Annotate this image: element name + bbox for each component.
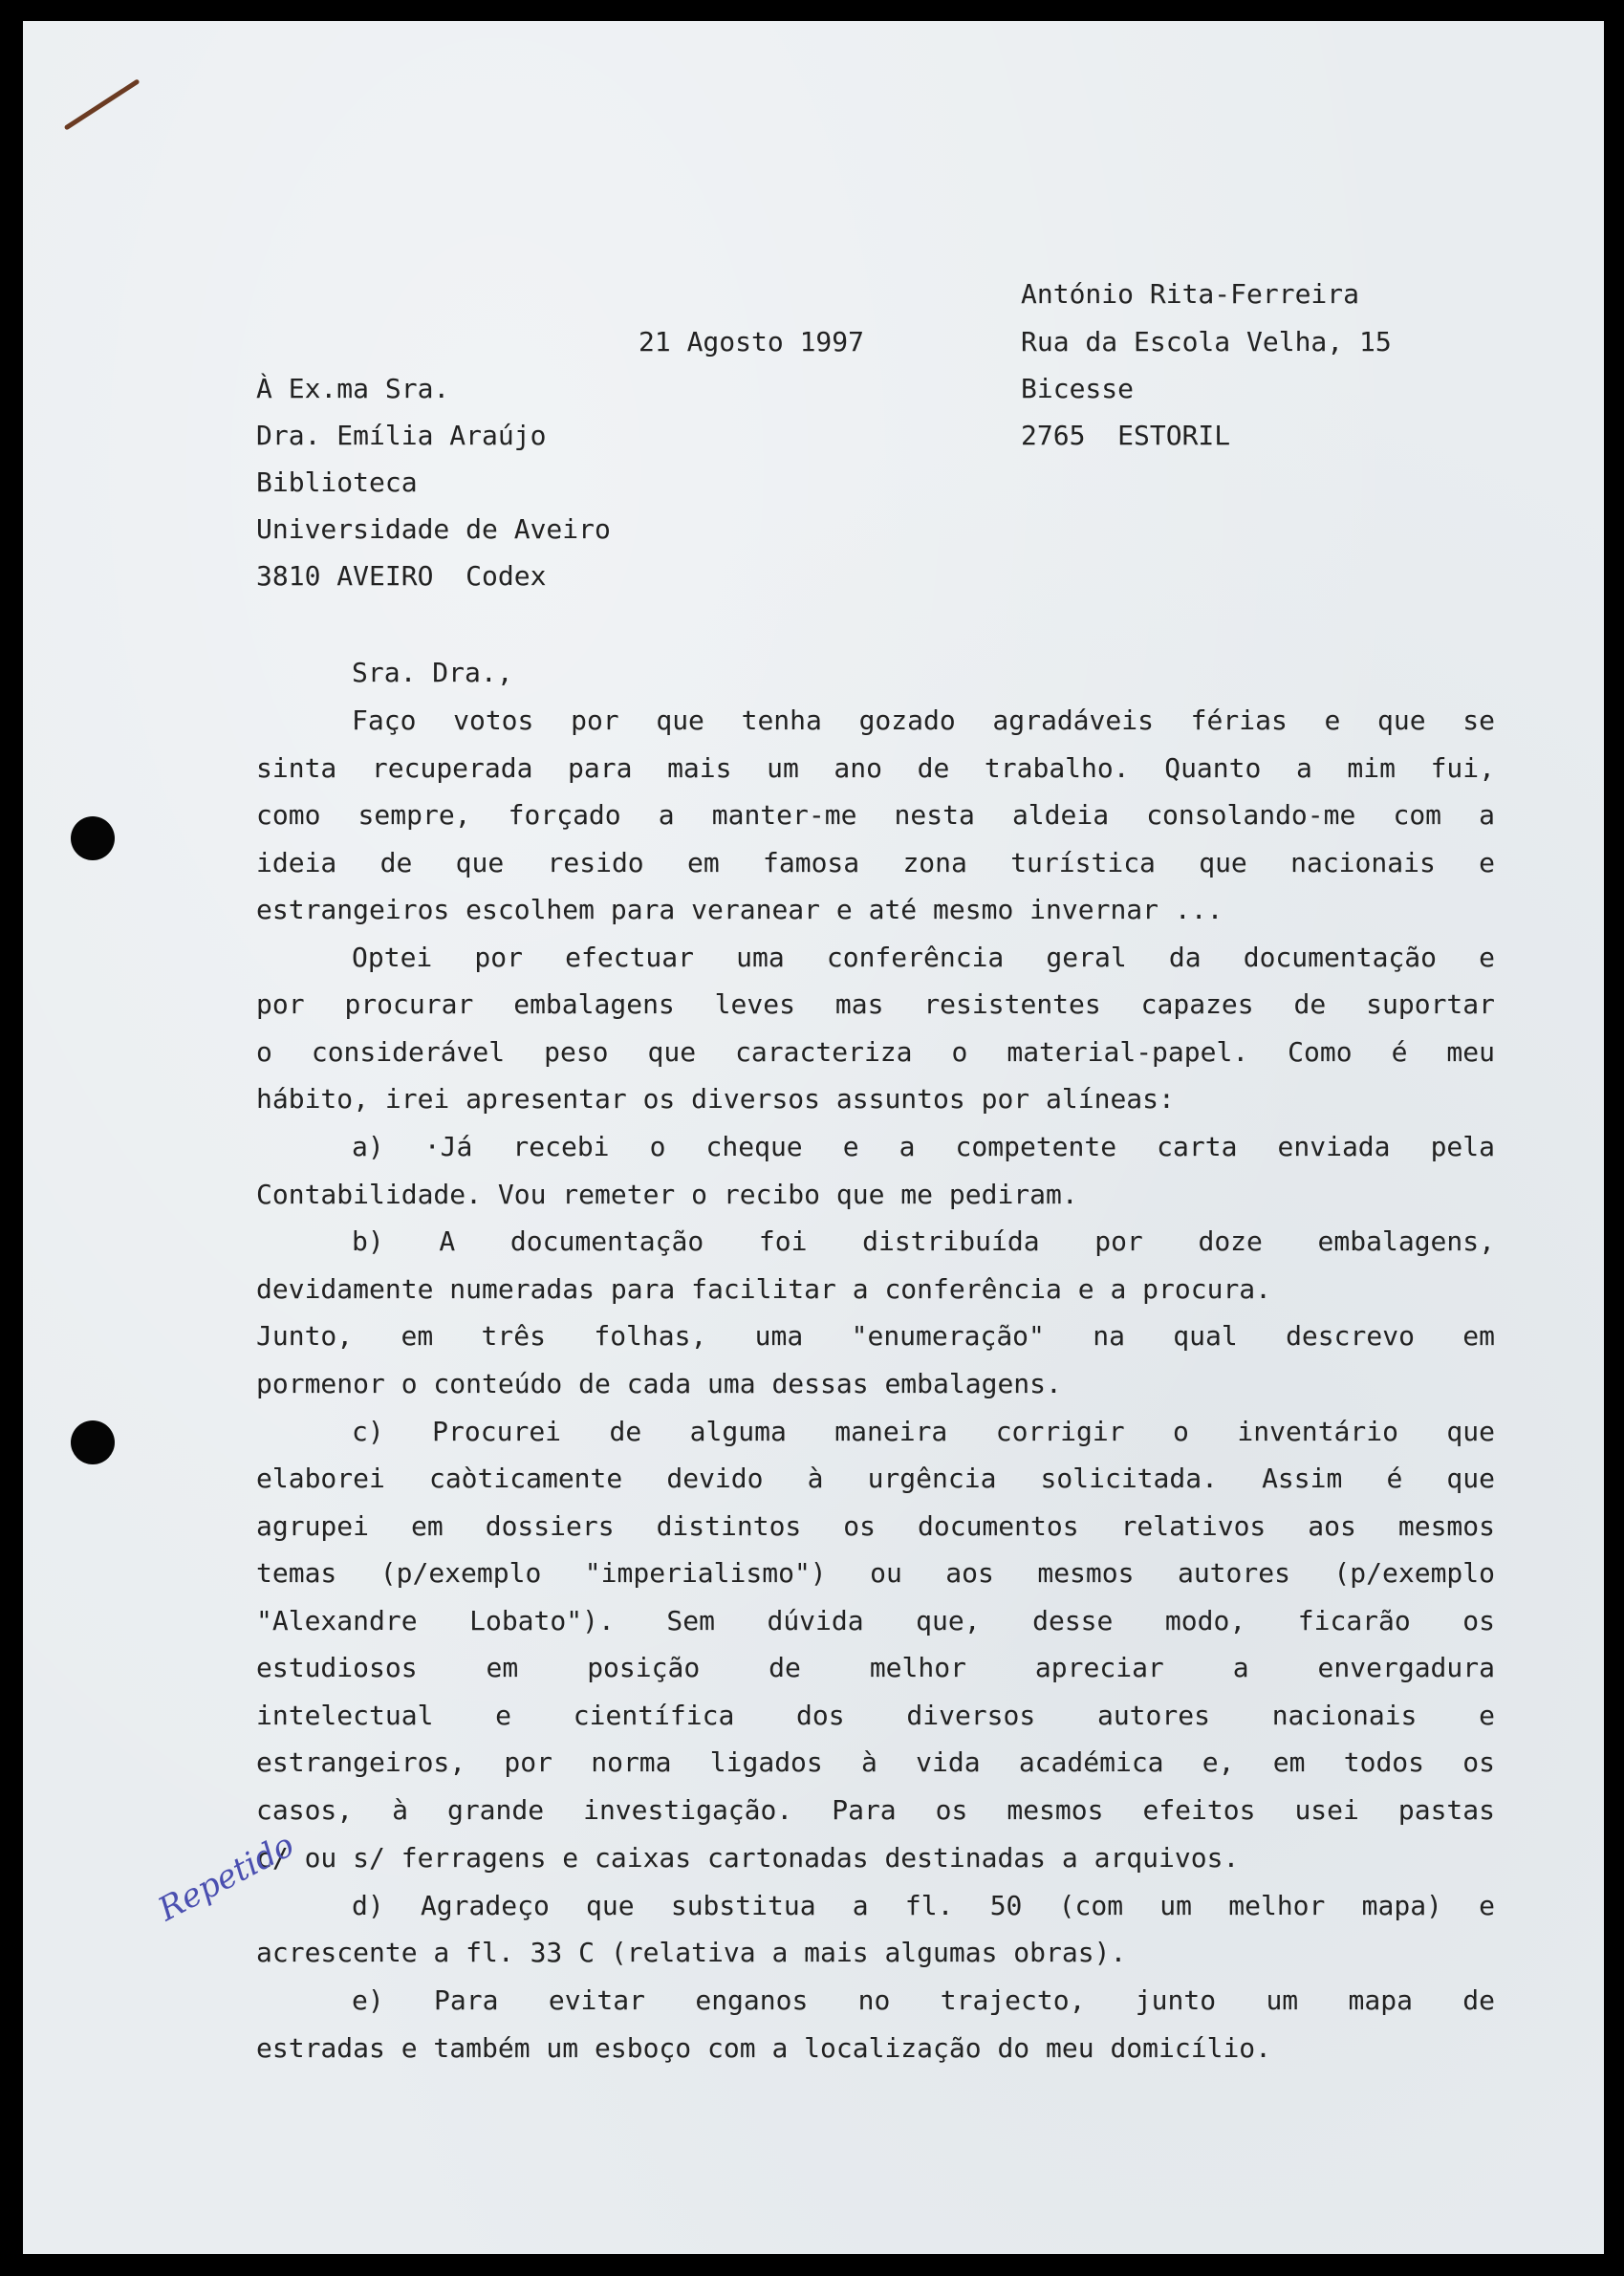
recipient-line: À Ex.ma Sra. [256, 373, 450, 404]
body-line: agrupei em dossiers distintos os documentos relativos aos mesmos [256, 1510, 1495, 1542]
recipient-line: Dra. Emília Araújo [256, 420, 547, 451]
body-line: b) A documentação foi distribuída por doze embalagens, [352, 1225, 1495, 1257]
recipient-line: Biblioteca [256, 466, 418, 498]
letter-date: 21 Agosto 1997 [639, 326, 865, 358]
sender-postal: 2765 ESTORIL [1021, 420, 1231, 451]
body-line: Junto, em três folhas, uma "enumeração" na qual descrevo em [256, 1320, 1495, 1352]
body-line: c) Procurei de alguma maneira corrigir o inventário que [352, 1416, 1495, 1447]
body-line: ideia de que resido em famosa zona turística que nacionais e [256, 847, 1495, 878]
body-line: a) ·Já recebi o cheque e a competente carta enviada pela [352, 1131, 1495, 1162]
punch-hole [71, 1420, 115, 1464]
body-line: devidamente numeradas para facilitar a conferência e a procura. [256, 1273, 1272, 1305]
sender-name: António Rita-Ferreira [1021, 278, 1360, 310]
body-line: e) Para evitar enganos no trajecto, junto um mapa de [352, 1984, 1495, 2016]
body-line: estrangeiros, por norma ligados à vida académica e, em todos os [256, 1746, 1495, 1778]
body-line: por procurar embalagens leves mas resistentes capazes de suportar [256, 988, 1495, 1020]
body-line: elaborei caòticamente devido à urgência solicitada. Assim é que [256, 1463, 1495, 1494]
body-line: estradas e também um esboço com a localização do meu domicílio. [256, 2032, 1272, 2064]
body-line: d) Agradeço que substitua a fl. 50 (com um melhor mapa) e [352, 1890, 1495, 1921]
body-line: Contabilidade. Vou remeter o recibo que me pediram. [256, 1179, 1078, 1210]
body-line: intelectual e científica dos diversos autores nacionais e [256, 1700, 1495, 1731]
body-line: estudiosos em posição de melhor apreciar a envergadura [256, 1652, 1495, 1683]
recipient-line: Universidade de Aveiro [256, 513, 611, 545]
sender-street: Rua da Escola Velha, 15 [1021, 326, 1392, 358]
punch-hole [71, 816, 115, 860]
body-line: casos, à grande investigação. Para os mesmos efeitos usei pastas [256, 1794, 1495, 1826]
body-line: acrescente a fl. 33 C (relativa a mais algumas obras). [256, 1937, 1127, 1968]
body-line: Faço votos por que tenha gozado agradáveis férias e que se [352, 704, 1495, 736]
body-line: estrangeiros escolhem para veranear e até mesmo invernar ... [256, 894, 1223, 925]
body-line: pormenor o conteúdo de cada uma dessas embalagens. [256, 1368, 1062, 1399]
body-line: hábito, irei apresentar os diversos assuntos por alíneas: [256, 1083, 1175, 1115]
body-line: sinta recuperada para mais um ano de trabalho. Quanto a mim fui, [256, 752, 1495, 784]
sender-locality: Bicesse [1021, 373, 1135, 404]
body-line: temas (p/exemplo "imperialismo") ou aos mesmos autores (p/exemplo [256, 1557, 1495, 1589]
body-line: c/ ou s/ ferragens e caixas cartonadas destinadas a arquivos. [256, 1842, 1240, 1874]
salutation: Sra. Dra., [352, 657, 513, 688]
body-line: Optei por efectuar uma conferência geral da documentação e [352, 942, 1495, 973]
handwritten-annotation: Repetido [152, 1826, 301, 1929]
body-line: o considerável peso que caracteriza o material-papel. Como é meu [256, 1036, 1495, 1068]
recipient-line: 3810 AVEIRO Codex [256, 560, 547, 592]
body-line: como sempre, forçado a manter-me nesta aldeia consolando-me com a [256, 799, 1495, 831]
body-line: "Alexandre Lobato"). Sem dúvida que, desse modo, ficarão os [256, 1605, 1495, 1637]
